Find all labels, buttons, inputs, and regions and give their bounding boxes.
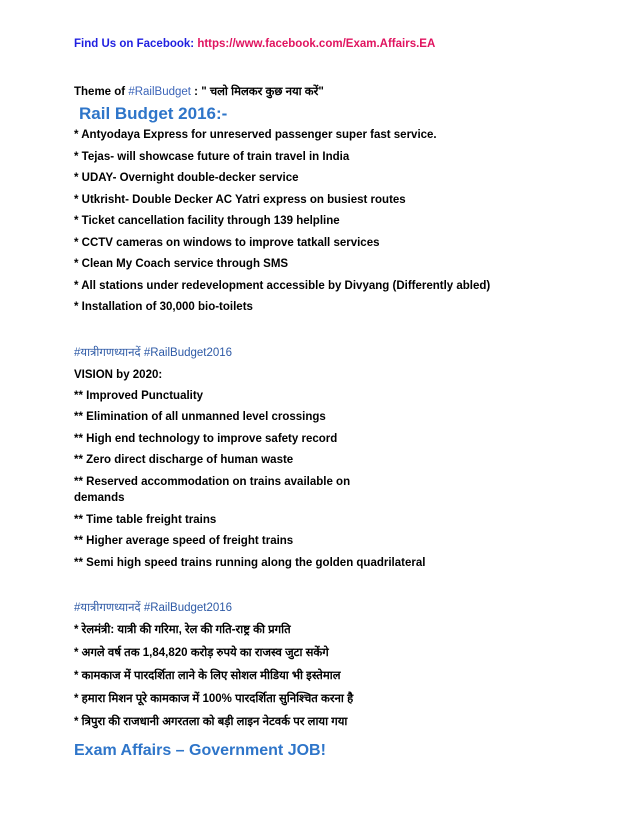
- list-item: ** Elimination of all unmanned level crossings: [74, 411, 326, 423]
- list-item: * UDAY- Overnight double-decker service: [74, 172, 299, 184]
- list-item: * CCTV cameras on windows to improve tatkall services: [74, 237, 380, 249]
- facebook-link[interactable]: https://www.facebook.com/Exam.Affairs.EA: [197, 38, 436, 50]
- list-item: * कामकाज में पारदर्शिता लाने के लिए सोशल मीडिया भी इस्तेमाल: [74, 670, 341, 682]
- list-item: ** Semi high speed trains running along the golden quadrilateral: [74, 557, 426, 569]
- footer-title: Exam Affairs – Government JOB!: [74, 742, 326, 759]
- section-title-rail-budget: Rail Budget 2016:-: [79, 104, 228, 123]
- theme-prefix: Theme of: [74, 86, 129, 98]
- list-item: ** Zero direct discharge of human waste: [74, 454, 294, 466]
- list-item: ** Higher average speed of freight trains: [74, 535, 294, 547]
- hashtags-line[interactable]: #यात्रीगणध्यानदें #RailBudget2016: [74, 602, 233, 614]
- theme-text: : " चलो मिलकर कुछ नया करें": [190, 86, 324, 98]
- hashtags-line[interactable]: #यात्रीगणध्यानदें #RailBudget2016: [74, 347, 233, 359]
- list-item: * Utkrisht- Double Decker AC Yatri express on busiest routes: [74, 194, 406, 206]
- theme-line: [74, 84, 324, 99]
- list-item: * अगले वर्ष तक 1,84,820 करोड़ रुपये का राजस्व जुटा सकेंगे: [74, 647, 329, 659]
- theme-hashtag[interactable]: #RailBudget: [128, 86, 191, 98]
- list-item: ** Reserved accommodation on trains available on demands: [74, 476, 351, 504]
- list-item: * All stations under redevelopment accessible by Divyang (Differently abled): [74, 280, 491, 292]
- list-item: ** Time table freight trains: [74, 514, 217, 526]
- list-item: * त्रिपुरा की राजधानी अगरतला को बड़ी लाइन नेटवर्क पर लाया गया: [74, 716, 348, 728]
- vision-title: VISION by 2020:: [74, 369, 163, 381]
- list-item: * Clean My Coach service through SMS: [74, 258, 289, 270]
- list-item: * Tejas- will showcase future of train travel in India: [74, 151, 350, 163]
- list-item: * रेलमंत्री: यात्री की गरिमा, रेल की गति-राष्ट्र की प्रगति: [74, 624, 291, 636]
- list-item: * Antyodaya Express for unreserved passenger super fast service.: [74, 129, 437, 141]
- list-item: ** High end technology to improve safety record: [74, 433, 338, 445]
- list-item: * Ticket cancellation facility through 139 helpline: [74, 215, 340, 227]
- list-item: * Installation of 30,000 bio-toilets: [74, 301, 253, 313]
- facebook-line: [74, 38, 435, 50]
- list-item: ** Improved Punctuality: [74, 390, 204, 402]
- list-item: * हमारा मिशन पूरे कामकाज में 100% पारदर्शिता सुनिश्चित करना है: [74, 693, 354, 705]
- facebook-label: Find Us on Facebook:: [74, 38, 195, 50]
